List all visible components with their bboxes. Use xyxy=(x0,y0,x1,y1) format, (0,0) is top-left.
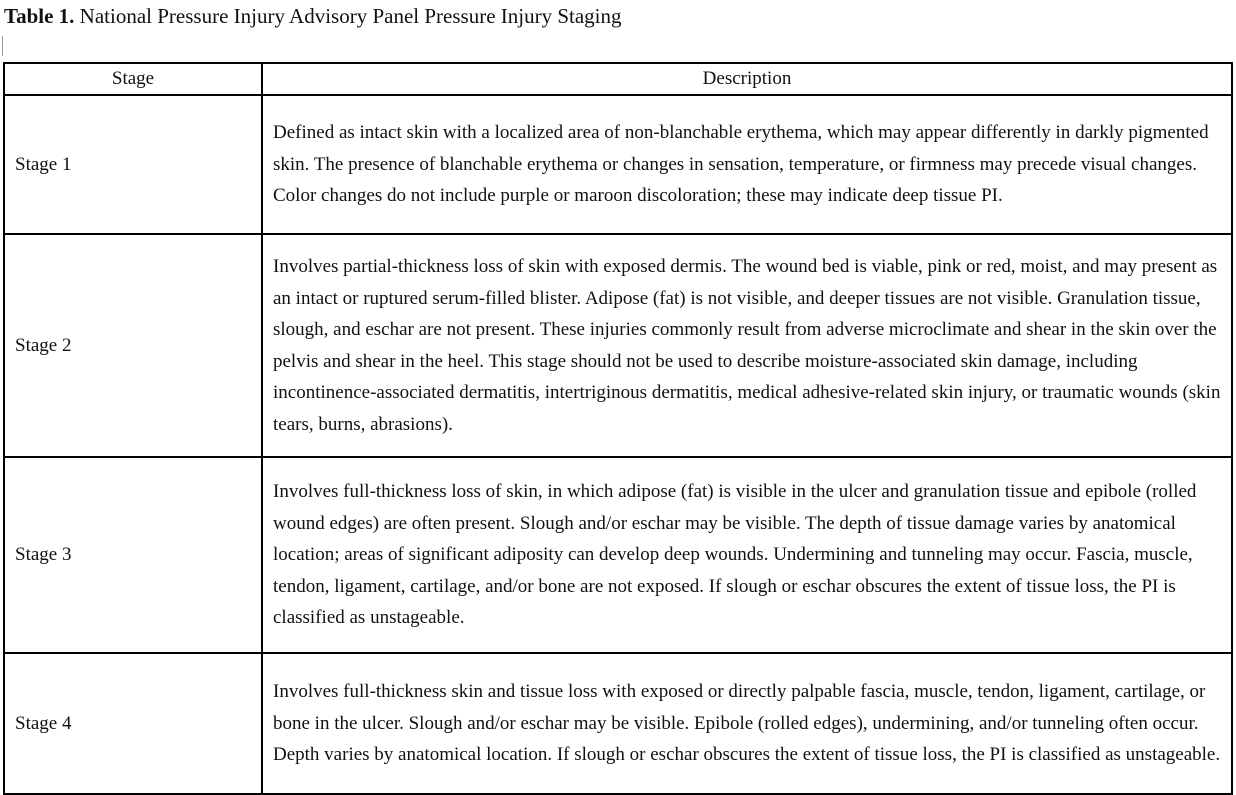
description-cell: Involves full-thickness loss of skin, in which adipose (fat) is visible in the ulcer and granulation tissue and epibole (rolled wound edges) are often present. Slough and/or eschar may be visible. The depth of tissue damage varies by anatomical location; areas of significant adiposity can develop deep wounds. Undermining and tunneling may occur. Fascia, muscle, tendon, ligament, cartilage, and/or bone are not exposed. If slough or eschar obscures the extent of tissue loss, the PI is classified as unstageable. xyxy=(262,457,1232,653)
description-cell: Defined as intact skin with a localized area of non-blanchable erythema, which may appear differently in darkly pigmented skin. The presence of blanchable erythema or changes in sensation, temperature, or firmness may precede visual changes. Color changes do not include purple or maroon discoloration; these may indicate deep tissue PI. xyxy=(262,95,1232,234)
column-header-description: Description xyxy=(262,63,1232,95)
table-caption xyxy=(4,3,622,29)
table-row xyxy=(4,653,1232,794)
stage-cell: Stage 3 xyxy=(4,457,262,653)
table-label: Table 1. xyxy=(4,4,75,28)
description-cell: Involves partial-thickness loss of skin with exposed dermis. The wound bed is viable, pink or red, moist, and may present as an intact or ruptured serum-filled blister. Adipose (fat) is not visible, and deeper tissues are not visible. Granulation tissue, slough, and eschar are not present. These injuries commonly result from adverse microclimate and shear in the skin over the pelvis and shear in the heel. This stage should not be used to describe moisture-associated skin damage, including incontinence-associated dermatitis, intertriginous dermatitis, medical adhesive-related skin injury, or traumatic wounds (skin tears, burns, abrasions). xyxy=(262,234,1232,457)
stage-cell: Stage 4 xyxy=(4,653,262,794)
description-cell: Involves full-thickness skin and tissue loss with exposed or directly palpable fascia, muscle, tendon, ligament, cartilage, or bone in the ulcer. Slough and/or eschar may be visible. Epibole (rolled edges), undermining, and/or tunneling often occur. Depth varies by anatomical location. If slough or eschar obscures the extent of tissue loss, the PI is classified as unstageable. xyxy=(262,653,1232,794)
stage-cell: Stage 2 xyxy=(4,234,262,457)
table-row xyxy=(4,457,1232,653)
table-title: National Pressure Injury Advisory Panel Pressure Injury Staging xyxy=(74,4,622,28)
header-row xyxy=(4,63,1232,95)
column-header-stage: Stage xyxy=(4,63,262,95)
table-row xyxy=(4,234,1232,457)
pressure-injury-staging-table xyxy=(3,62,1233,795)
text-cursor xyxy=(2,36,3,56)
table-row xyxy=(4,95,1232,234)
stage-cell: Stage 1 xyxy=(4,95,262,234)
